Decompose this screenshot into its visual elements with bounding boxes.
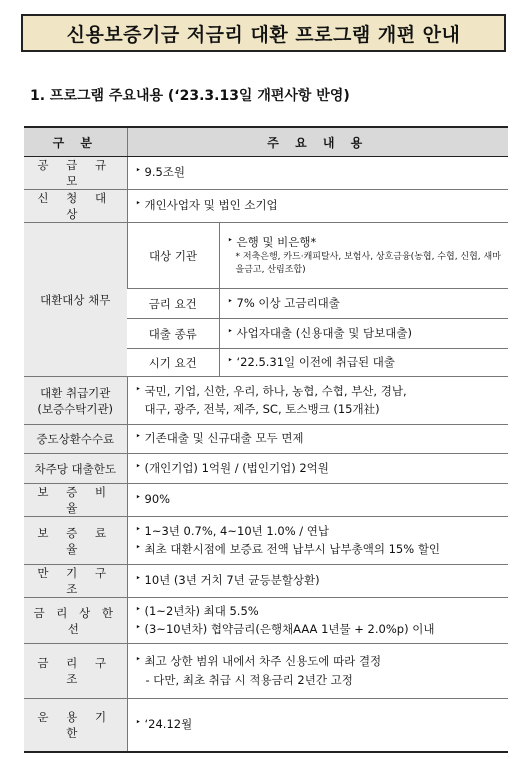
row-value-limit: ‣ (개인기업) 1억원 / (법인기업) 2억원 xyxy=(127,454,508,484)
sub-label-institution: 대상 기관 xyxy=(127,223,219,289)
bullet-icon: ‣ xyxy=(227,355,233,366)
bullet-icon: ‣ xyxy=(135,654,141,665)
row-label-rate-structure: 금 리 구 조 xyxy=(24,644,127,699)
page-title: 신용보증기금 저금리 대환 프로그램 개편 안내 xyxy=(21,14,506,52)
table-row xyxy=(24,484,508,517)
row-value-handling: ‣ 국민, 기업, 신한, 우리, 하나, 농협, 수협, 부산, 경남, 대구, 광주, 전북, 제주, SC, 토스뱅크 (15개社) xyxy=(127,377,508,425)
row-label-rate-cap: 금 리 상 한 선 xyxy=(24,598,127,644)
table-row xyxy=(24,223,508,289)
sub-value-type: ‣ 사업자대출 (신용대출 및 담보대출) xyxy=(219,319,508,349)
row-value-early-fee: ‣ 기존대출 및 신규대출 모두 면제 xyxy=(127,425,508,454)
bullet-icon: ‣ xyxy=(135,199,141,210)
row-value-deadline: ‣ ‘24.12월 xyxy=(127,699,508,752)
table-row xyxy=(24,699,508,752)
row-value-applicant: ‣ 개인사업자 및 법인 소기업 xyxy=(127,190,508,223)
bullet-icon: ‣ xyxy=(135,461,141,472)
bullet-icon: ‣ xyxy=(135,574,141,585)
bullet-icon: ‣ xyxy=(135,384,141,395)
sub-label-type: 대출 종류 xyxy=(127,319,219,349)
table-header-row xyxy=(24,127,508,157)
table-row xyxy=(24,454,508,484)
sub-value-rate: ‣ 7% 이상 고금리대출 xyxy=(219,289,508,319)
row-label-early-fee: 중도상환수수료 xyxy=(24,425,127,454)
bullet-icon: ‣ xyxy=(135,604,141,615)
row-label-guarantee-ratio: 보 증 비 율 xyxy=(24,484,127,517)
row-label-handling: 대환 취급기관 (보증수탁기관) xyxy=(24,377,127,425)
bullet-icon: ‣ xyxy=(227,326,233,337)
table-row xyxy=(24,190,508,223)
table-row xyxy=(24,644,508,699)
sub-label-period: 시기 요건 xyxy=(127,349,219,377)
row-label-scale: 공 급 규 모 xyxy=(24,157,127,190)
bullet-icon: ‣ xyxy=(135,622,141,633)
row-value-scale: ‣ 9.5조원 xyxy=(127,157,508,190)
row-label-guarantee-fee: 보 증 료 율 xyxy=(24,517,127,565)
row-label-maturity: 만 기 구 조 xyxy=(24,565,127,598)
bullet-icon: ‣ xyxy=(135,524,141,535)
bullet-icon: ‣ xyxy=(227,296,233,307)
table-row xyxy=(24,598,508,644)
bullet-icon: ‣ xyxy=(135,542,141,553)
bullet-icon: ‣ xyxy=(227,235,233,246)
bullet-icon: ‣ xyxy=(135,493,141,504)
header-category: 구 분 xyxy=(24,127,127,157)
row-label-applicant: 신 청 대 상 xyxy=(24,190,127,223)
bullet-icon: ‣ xyxy=(135,717,141,728)
table-row xyxy=(24,517,508,565)
header-content: 주 요 내 용 xyxy=(127,127,508,157)
row-value-guarantee-fee: ‣ 1~3년 0.7%, 4~10년 1.0% / 연납 ‣ 최초 대환시점에 보증료 전액 납부시 납부총액의 15% 할인 xyxy=(127,517,508,565)
table-row xyxy=(24,377,508,425)
section-heading: 1. 프로그램 주요내용 (‘23.3.13일 개편사항 반영) xyxy=(30,88,350,104)
bullet-icon: ‣ xyxy=(135,166,141,177)
row-label-limit: 차주당 대출한도 xyxy=(24,454,127,484)
program-table xyxy=(24,126,508,753)
row-value-rate-cap: ‣ (1~2년차) 최대 5.5% ‣ (3~10년차) 협약금리(은행채AAA 1년물 + 2.0%p) 이내 xyxy=(127,598,508,644)
sub-value-institution: ‣ 은행 및 비은행* * 저축은행, 카드·캐피탈사, 보험사, 상호금융(농협, 수협, 신협, 새마을금고, 산림조합) xyxy=(219,223,508,289)
row-label-debt: 대환대상 채무 xyxy=(24,223,127,377)
sub-label-rate: 금리 요건 xyxy=(127,289,219,319)
row-label-deadline: 운 용 기 한 xyxy=(24,699,127,752)
table-row xyxy=(24,425,508,454)
row-value-rate-structure: ‣ 최고 상한 범위 내에서 차주 신용도에 따라 결정 - 다만, 최초 취급 시 적용금리 2년간 고정 xyxy=(127,644,508,699)
sub-value-period: ‣ ‘22.5.31일 이전에 취급된 대출 xyxy=(219,349,508,377)
table-row xyxy=(24,157,508,190)
table-row xyxy=(24,565,508,598)
row-value-maturity: ‣ 10년 (3년 거치 7년 균등분할상환) xyxy=(127,565,508,598)
bullet-icon: ‣ xyxy=(135,432,141,443)
institution-note: * 저축은행, 카드·캐피탈사, 보험사, 상호금융(농협, 수협, 신협, 새마을금고, 산림조합) xyxy=(235,252,501,276)
row-value-guarantee-ratio: ‣ 90% xyxy=(127,484,508,517)
